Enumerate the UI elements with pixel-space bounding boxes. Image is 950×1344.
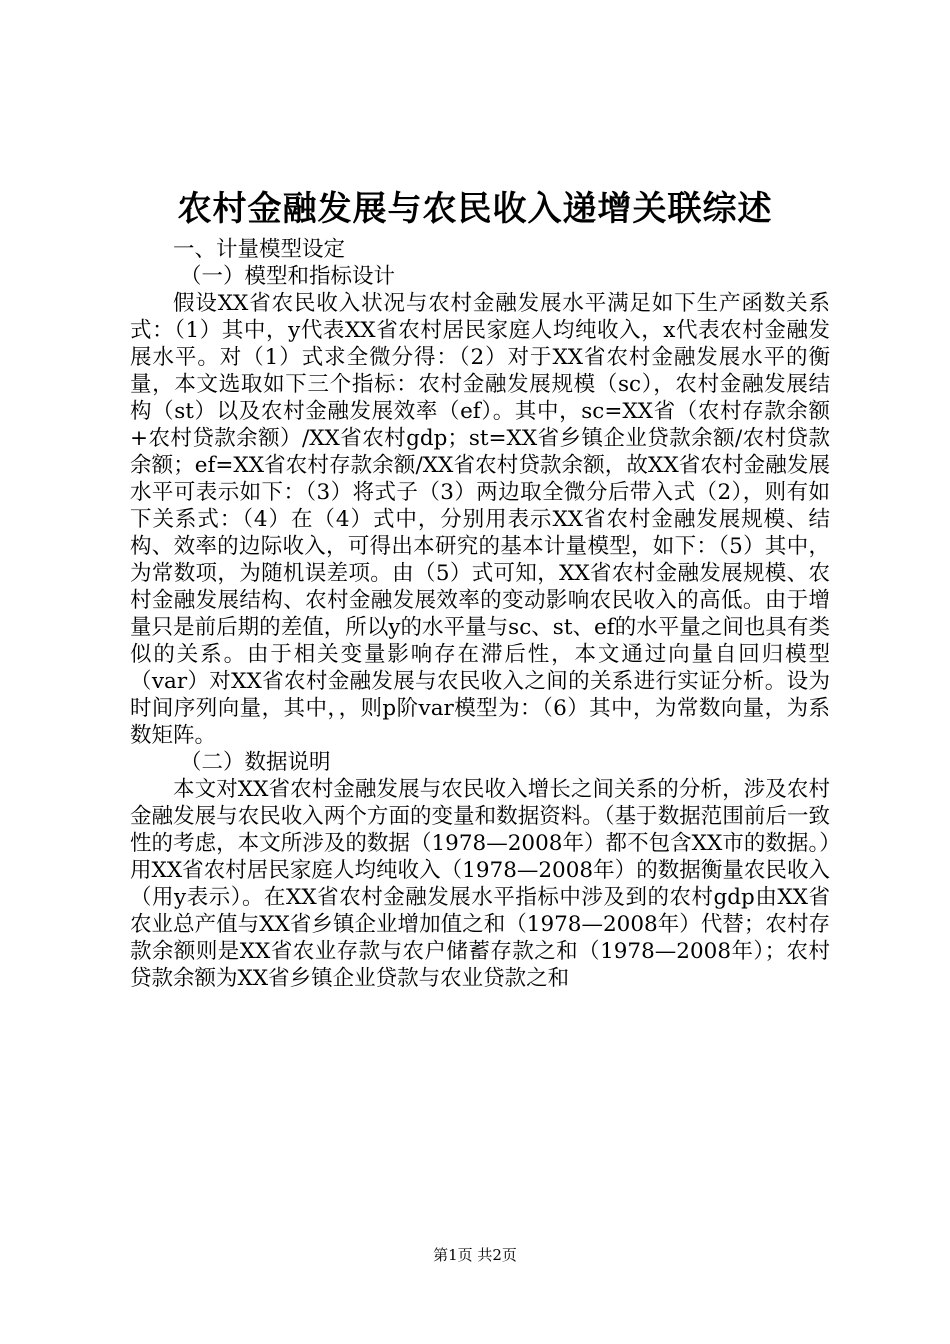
subsection-heading-model-design: （一）模型和指标设计 bbox=[180, 264, 396, 289]
page-number-footer: 第1页 共2页 bbox=[433, 1246, 517, 1264]
document-title: 农村金融发展与农民收入递增关联综述 bbox=[177, 189, 773, 229]
paragraph-data-description: 本文对XX省农村金融发展与农民收入增长之间关系的分析，涉及农村金融发展与农民收入两个方面的变量和数据资料。（基于数据范围前后一致性的考虑，本文所涉及的数据（1978—2008年）都不包含XX市的数据。）用XX省农村居民家庭人均纯收入（1978—2008年）的数据衡量农民收入（用y表示）。在XX省农村金融发展水平指标中涉及到的农村gdp由XX省农业总产值与XX省乡镇企业增加值之和（1978—2008年）代替；农村存款余额则是XX省农业存款与农户储蓄存款之和（1978—2008年）；农村贷款余额为XX省乡镇企业贷款与农业贷款之和 bbox=[130, 777, 830, 991]
section-heading-model-setup: 一、计量模型设定 bbox=[173, 237, 346, 262]
paragraph-model-description: 假设XX省农民收入状况与农村金融发展水平满足如下生产函数关系式：（1）其中，y代表XX省农村居民家庭人均纯收入，x代表农村金融发展水平。对（1）式求全微分得：（2）对于XX省农村金融发展水平的衡量，本文选取如下三个指标：农村金融发展规模（sc），农村金融发展结构（st）以及农村金融发展效率（ef）。其中，sc=XX省（农村存款余额+农村贷款余额）/XX省农村gdp；st=XX省乡镇企业贷款余额/农村贷款余额；ef=XX省农村存款余额/XX省农村贷款余额，故XX省农村金融发展水平可表示如下：（3）将式子（3）两边取全微分后带入式（2），则有如下关系式：（4）在（4）式中，分别用表示XX省农村金融发展规模、结构、效率的边际收入，可得出本研究的基本计量模型，如下：（5）其中，为常数项，为随机误差项。由（5）式可知，XX省农村金融发展规模、农村金融发展结构、农村金融发展效率的变动影响农民收入的高低。由于增量只是前后期的差值，所以y的水平量与sc、st、ef的水平量之间也具有类似的关系。由于相关变量影响存在滞后性，本文通过向量自回归模型（var）对XX省农村金融发展与农民收入之间的关系进行实证分析。设为时间序列向量，其中，，则p阶var模型为：（6）其中，为常数向量，为系数矩阵。 bbox=[130, 291, 830, 748]
document-body bbox=[130, 236, 830, 992]
subsection-heading-data-notes: （二）数据说明 bbox=[180, 750, 331, 775]
